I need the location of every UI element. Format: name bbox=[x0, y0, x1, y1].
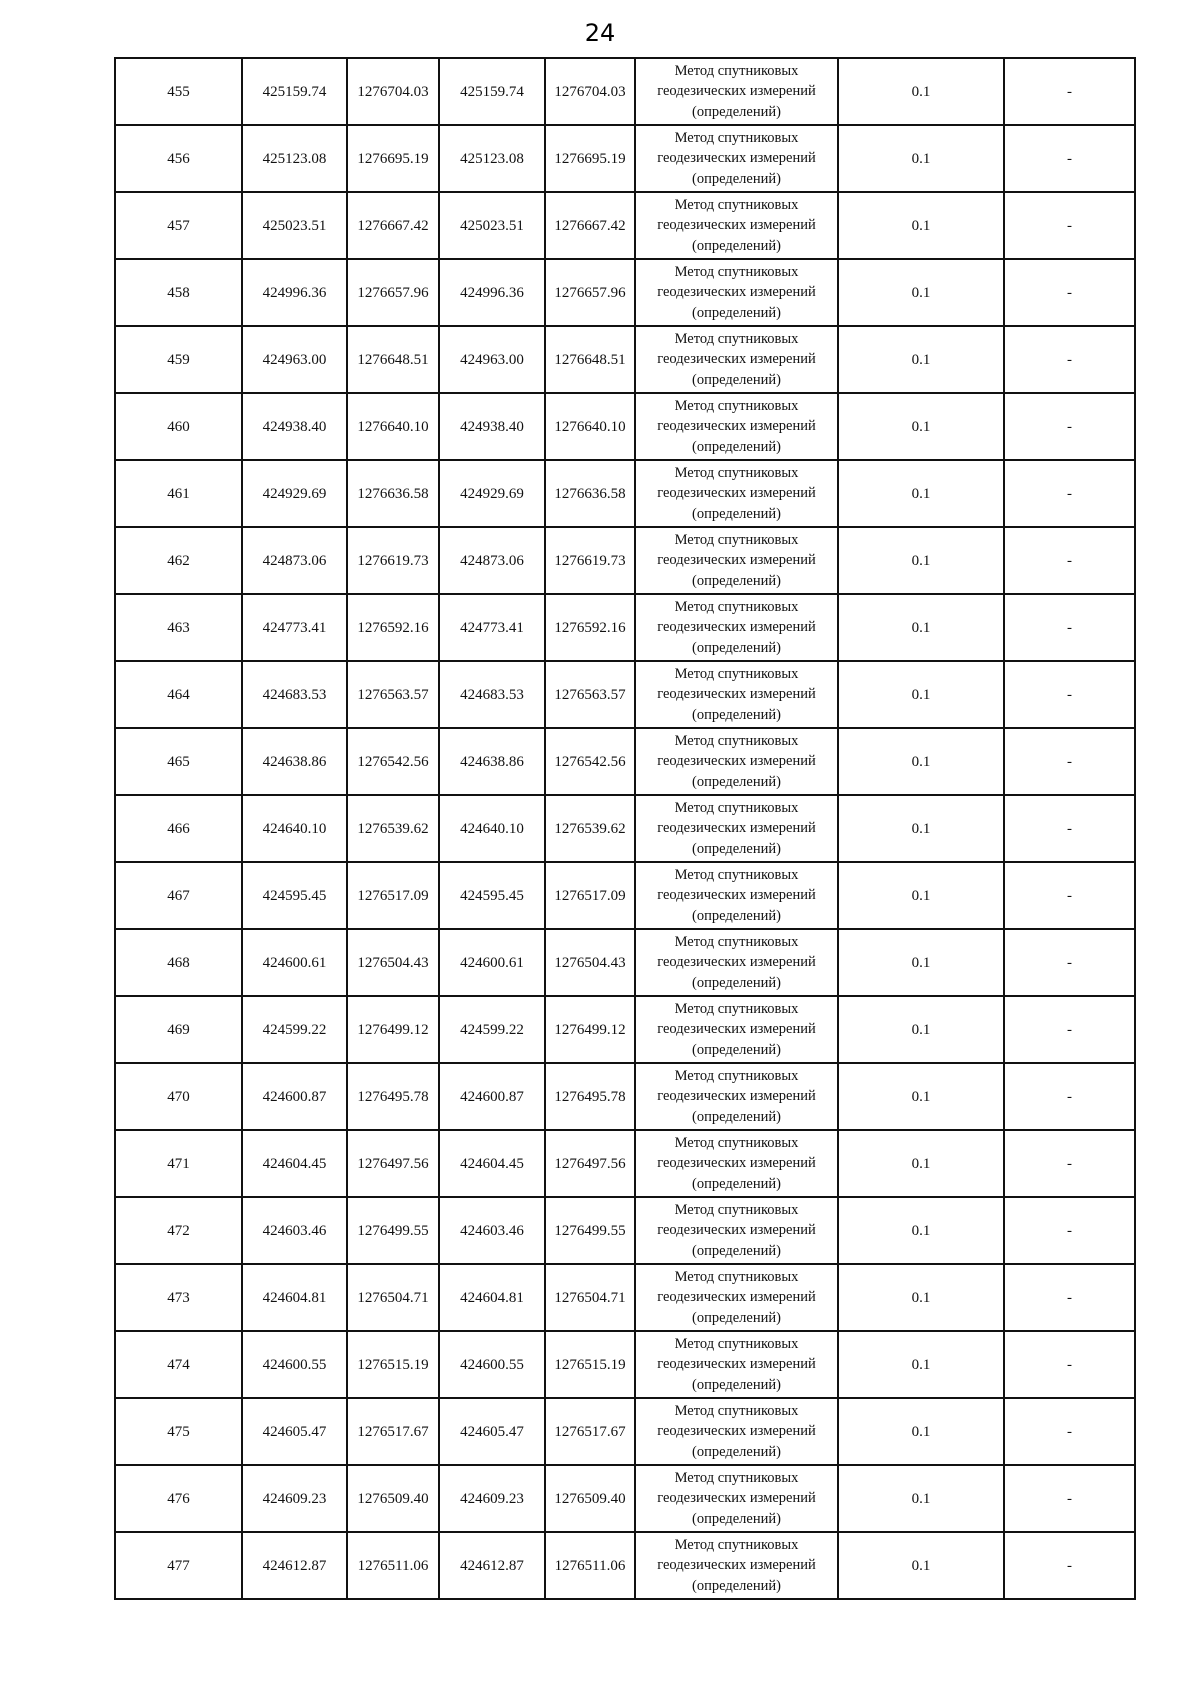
table-row bbox=[115, 1532, 1135, 1599]
y-coordinate-cell: 1276504.71 bbox=[347, 1264, 439, 1331]
x-coordinate-existing-cell: 424600.61 bbox=[439, 929, 545, 996]
accuracy-cell: 0.1 bbox=[838, 326, 1004, 393]
x-coordinate-cell: 425023.51 bbox=[242, 192, 347, 259]
x-coordinate-cell: 424604.45 bbox=[242, 1130, 347, 1197]
method-line: Метод спутниковых bbox=[674, 665, 799, 682]
method-line: геодезических измерений bbox=[657, 418, 816, 435]
y-coordinate-existing-cell: 1276497.56 bbox=[545, 1130, 635, 1197]
y-coordinate-existing-cell: 1276517.67 bbox=[545, 1398, 635, 1465]
method-line: Метод спутниковых bbox=[674, 1536, 799, 1553]
method-line: (определений) bbox=[692, 1108, 781, 1125]
table-row bbox=[115, 326, 1135, 393]
point-number-cell: 455 bbox=[115, 58, 242, 125]
y-coordinate-existing-cell: 1276542.56 bbox=[545, 728, 635, 795]
accuracy-cell: 0.1 bbox=[838, 1465, 1004, 1532]
method-line: Метод спутниковых bbox=[674, 1134, 799, 1151]
y-coordinate-cell: 1276539.62 bbox=[347, 795, 439, 862]
method-cell bbox=[635, 661, 838, 728]
table-row bbox=[115, 1197, 1135, 1264]
method-cell bbox=[635, 728, 838, 795]
method-line: Метод спутниковых bbox=[674, 397, 799, 414]
y-coordinate-existing-cell: 1276515.19 bbox=[545, 1331, 635, 1398]
method-cell bbox=[635, 326, 838, 393]
note-cell: - bbox=[1004, 259, 1135, 326]
y-coordinate-existing-cell: 1276499.55 bbox=[545, 1197, 635, 1264]
note-cell: - bbox=[1004, 661, 1135, 728]
y-coordinate-existing-cell: 1276499.12 bbox=[545, 996, 635, 1063]
method-line: геодезических измерений bbox=[657, 351, 816, 368]
accuracy-cell: 0.1 bbox=[838, 192, 1004, 259]
note-cell: - bbox=[1004, 594, 1135, 661]
point-number-cell: 475 bbox=[115, 1398, 242, 1465]
x-coordinate-existing-cell: 424938.40 bbox=[439, 393, 545, 460]
note-cell: - bbox=[1004, 1063, 1135, 1130]
x-coordinate-existing-cell: 424963.00 bbox=[439, 326, 545, 393]
x-coordinate-cell: 424600.87 bbox=[242, 1063, 347, 1130]
method-cell bbox=[635, 1264, 838, 1331]
method-line: геодезических измерений bbox=[657, 217, 816, 234]
y-coordinate-cell: 1276592.16 bbox=[347, 594, 439, 661]
x-coordinate-cell: 424603.46 bbox=[242, 1197, 347, 1264]
table-row bbox=[115, 1264, 1135, 1331]
note-cell: - bbox=[1004, 460, 1135, 527]
method-cell bbox=[635, 393, 838, 460]
y-coordinate-existing-cell: 1276563.57 bbox=[545, 661, 635, 728]
method-line: Метод спутниковых bbox=[674, 1402, 799, 1419]
method-cell bbox=[635, 527, 838, 594]
x-coordinate-existing-cell: 424604.81 bbox=[439, 1264, 545, 1331]
note-cell: - bbox=[1004, 996, 1135, 1063]
method-line: геодезических измерений bbox=[657, 1423, 816, 1440]
method-cell bbox=[635, 594, 838, 661]
method-line: геодезических измерений bbox=[657, 619, 816, 636]
x-coordinate-cell: 424640.10 bbox=[242, 795, 347, 862]
x-coordinate-existing-cell: 424595.45 bbox=[439, 862, 545, 929]
accuracy-cell: 0.1 bbox=[838, 795, 1004, 862]
point-number-cell: 459 bbox=[115, 326, 242, 393]
method-line: Метод спутниковых bbox=[674, 1000, 799, 1017]
method-line: Метод спутниковых bbox=[674, 1201, 799, 1218]
y-coordinate-existing-cell: 1276495.78 bbox=[545, 1063, 635, 1130]
table-row bbox=[115, 393, 1135, 460]
x-coordinate-cell: 424605.47 bbox=[242, 1398, 347, 1465]
point-number-cell: 463 bbox=[115, 594, 242, 661]
x-coordinate-existing-cell: 424873.06 bbox=[439, 527, 545, 594]
method-line: (определений) bbox=[692, 438, 781, 455]
method-line: геодезических измерений bbox=[657, 1356, 816, 1373]
point-number-cell: 456 bbox=[115, 125, 242, 192]
method-line: геодезических измерений bbox=[657, 1155, 816, 1172]
method-line: (определений) bbox=[692, 639, 781, 656]
table-row bbox=[115, 527, 1135, 594]
y-coordinate-existing-cell: 1276504.43 bbox=[545, 929, 635, 996]
note-cell: - bbox=[1004, 1331, 1135, 1398]
method-cell bbox=[635, 795, 838, 862]
method-cell bbox=[635, 929, 838, 996]
x-coordinate-existing-cell: 424996.36 bbox=[439, 259, 545, 326]
table-row bbox=[115, 1398, 1135, 1465]
y-coordinate-cell: 1276640.10 bbox=[347, 393, 439, 460]
point-number-cell: 471 bbox=[115, 1130, 242, 1197]
y-coordinate-cell: 1276499.12 bbox=[347, 996, 439, 1063]
method-cell bbox=[635, 58, 838, 125]
accuracy-cell: 0.1 bbox=[838, 460, 1004, 527]
x-coordinate-cell: 425123.08 bbox=[242, 125, 347, 192]
y-coordinate-cell: 1276636.58 bbox=[347, 460, 439, 527]
note-cell: - bbox=[1004, 1532, 1135, 1599]
point-number-cell: 474 bbox=[115, 1331, 242, 1398]
x-coordinate-cell: 424938.40 bbox=[242, 393, 347, 460]
method-line: Метод спутниковых bbox=[674, 1268, 799, 1285]
y-coordinate-existing-cell: 1276504.71 bbox=[545, 1264, 635, 1331]
table-row bbox=[115, 1063, 1135, 1130]
method-cell bbox=[635, 1398, 838, 1465]
point-number-cell: 457 bbox=[115, 192, 242, 259]
point-number-cell: 470 bbox=[115, 1063, 242, 1130]
accuracy-cell: 0.1 bbox=[838, 862, 1004, 929]
note-cell: - bbox=[1004, 728, 1135, 795]
method-line: геодезических измерений bbox=[657, 1222, 816, 1239]
table-row bbox=[115, 460, 1135, 527]
method-line: Метод спутниковых bbox=[674, 866, 799, 883]
method-line: (определений) bbox=[692, 572, 781, 589]
method-line: (определений) bbox=[692, 1443, 781, 1460]
accuracy-cell: 0.1 bbox=[838, 929, 1004, 996]
accuracy-cell: 0.1 bbox=[838, 1197, 1004, 1264]
method-line: Метод спутниковых bbox=[674, 1469, 799, 1486]
y-coordinate-cell: 1276667.42 bbox=[347, 192, 439, 259]
y-coordinate-cell: 1276657.96 bbox=[347, 259, 439, 326]
method-line: геодезических измерений bbox=[657, 686, 816, 703]
table-row bbox=[115, 728, 1135, 795]
method-line: (определений) bbox=[692, 1041, 781, 1058]
point-number-cell: 462 bbox=[115, 527, 242, 594]
method-line: (определений) bbox=[692, 304, 781, 321]
y-coordinate-cell: 1276563.57 bbox=[347, 661, 439, 728]
point-number-cell: 477 bbox=[115, 1532, 242, 1599]
x-coordinate-cell: 424595.45 bbox=[242, 862, 347, 929]
table-row bbox=[115, 795, 1135, 862]
point-number-cell: 467 bbox=[115, 862, 242, 929]
y-coordinate-existing-cell: 1276517.09 bbox=[545, 862, 635, 929]
method-line: (определений) bbox=[692, 974, 781, 991]
note-cell: - bbox=[1004, 1197, 1135, 1264]
point-number-cell: 466 bbox=[115, 795, 242, 862]
accuracy-cell: 0.1 bbox=[838, 1063, 1004, 1130]
method-cell bbox=[635, 1197, 838, 1264]
y-coordinate-existing-cell: 1276695.19 bbox=[545, 125, 635, 192]
y-coordinate-existing-cell: 1276657.96 bbox=[545, 259, 635, 326]
note-cell: - bbox=[1004, 58, 1135, 125]
accuracy-cell: 0.1 bbox=[838, 1532, 1004, 1599]
method-cell bbox=[635, 1331, 838, 1398]
note-cell: - bbox=[1004, 192, 1135, 259]
accuracy-cell: 0.1 bbox=[838, 393, 1004, 460]
method-cell bbox=[635, 1130, 838, 1197]
method-line: геодезических измерений bbox=[657, 954, 816, 971]
note-cell: - bbox=[1004, 393, 1135, 460]
x-coordinate-cell: 424996.36 bbox=[242, 259, 347, 326]
method-line: Метод спутниковых bbox=[674, 263, 799, 280]
x-coordinate-existing-cell: 425159.74 bbox=[439, 58, 545, 125]
method-line: геодезических измерений bbox=[657, 1021, 816, 1038]
point-number-cell: 473 bbox=[115, 1264, 242, 1331]
accuracy-cell: 0.1 bbox=[838, 594, 1004, 661]
method-line: (определений) bbox=[692, 1510, 781, 1527]
note-cell: - bbox=[1004, 862, 1135, 929]
method-line: геодезических измерений bbox=[657, 485, 816, 502]
x-coordinate-existing-cell: 424638.86 bbox=[439, 728, 545, 795]
point-number-cell: 476 bbox=[115, 1465, 242, 1532]
method-cell bbox=[635, 862, 838, 929]
method-cell bbox=[635, 460, 838, 527]
x-coordinate-existing-cell: 425123.08 bbox=[439, 125, 545, 192]
x-coordinate-existing-cell: 424599.22 bbox=[439, 996, 545, 1063]
method-line: Метод спутниковых bbox=[674, 732, 799, 749]
table-row bbox=[115, 1130, 1135, 1197]
x-coordinate-cell: 424929.69 bbox=[242, 460, 347, 527]
accuracy-cell: 0.1 bbox=[838, 1264, 1004, 1331]
method-line: Метод спутниковых bbox=[674, 1335, 799, 1352]
x-coordinate-cell: 424609.23 bbox=[242, 1465, 347, 1532]
method-cell bbox=[635, 125, 838, 192]
method-line: (определений) bbox=[692, 773, 781, 790]
x-coordinate-existing-cell: 424603.46 bbox=[439, 1197, 545, 1264]
point-number-cell: 472 bbox=[115, 1197, 242, 1264]
x-coordinate-cell: 424638.86 bbox=[242, 728, 347, 795]
y-coordinate-cell: 1276704.03 bbox=[347, 58, 439, 125]
y-coordinate-existing-cell: 1276704.03 bbox=[545, 58, 635, 125]
method-line: (определений) bbox=[692, 1242, 781, 1259]
y-coordinate-cell: 1276497.56 bbox=[347, 1130, 439, 1197]
x-coordinate-cell: 425159.74 bbox=[242, 58, 347, 125]
accuracy-cell: 0.1 bbox=[838, 1398, 1004, 1465]
method-cell bbox=[635, 1063, 838, 1130]
note-cell: - bbox=[1004, 326, 1135, 393]
accuracy-cell: 0.1 bbox=[838, 1130, 1004, 1197]
x-coordinate-cell: 424773.41 bbox=[242, 594, 347, 661]
y-coordinate-existing-cell: 1276592.16 bbox=[545, 594, 635, 661]
x-coordinate-existing-cell: 424640.10 bbox=[439, 795, 545, 862]
x-coordinate-cell: 424963.00 bbox=[242, 326, 347, 393]
y-coordinate-existing-cell: 1276667.42 bbox=[545, 192, 635, 259]
note-cell: - bbox=[1004, 125, 1135, 192]
accuracy-cell: 0.1 bbox=[838, 125, 1004, 192]
table-row bbox=[115, 862, 1135, 929]
x-coordinate-existing-cell: 424929.69 bbox=[439, 460, 545, 527]
method-line: Метод спутниковых bbox=[674, 933, 799, 950]
accuracy-cell: 0.1 bbox=[838, 58, 1004, 125]
table-body bbox=[115, 58, 1135, 1599]
method-line: (определений) bbox=[692, 1577, 781, 1594]
y-coordinate-existing-cell: 1276509.40 bbox=[545, 1465, 635, 1532]
point-number-cell: 458 bbox=[115, 259, 242, 326]
accuracy-cell: 0.1 bbox=[838, 527, 1004, 594]
method-line: геодезических измерений bbox=[657, 753, 816, 770]
page-number: 24 bbox=[584, 19, 616, 47]
x-coordinate-cell: 424600.61 bbox=[242, 929, 347, 996]
note-cell: - bbox=[1004, 527, 1135, 594]
table-row bbox=[115, 1465, 1135, 1532]
method-line: Метод спутниковых bbox=[674, 598, 799, 615]
x-coordinate-cell: 424873.06 bbox=[242, 527, 347, 594]
y-coordinate-existing-cell: 1276539.62 bbox=[545, 795, 635, 862]
method-line: геодезических измерений bbox=[657, 552, 816, 569]
table-row bbox=[115, 594, 1135, 661]
table-row bbox=[115, 996, 1135, 1063]
point-number-cell: 460 bbox=[115, 393, 242, 460]
table-row bbox=[115, 929, 1135, 996]
note-cell: - bbox=[1004, 1465, 1135, 1532]
method-line: геодезических измерений bbox=[657, 820, 816, 837]
point-number-cell: 464 bbox=[115, 661, 242, 728]
method-line: геодезических измерений bbox=[657, 1490, 816, 1507]
y-coordinate-cell: 1276517.67 bbox=[347, 1398, 439, 1465]
accuracy-cell: 0.1 bbox=[838, 728, 1004, 795]
method-line: (определений) bbox=[692, 1175, 781, 1192]
y-coordinate-cell: 1276511.06 bbox=[347, 1532, 439, 1599]
y-coordinate-existing-cell: 1276640.10 bbox=[545, 393, 635, 460]
note-cell: - bbox=[1004, 1398, 1135, 1465]
point-number-cell: 469 bbox=[115, 996, 242, 1063]
x-coordinate-existing-cell: 424600.87 bbox=[439, 1063, 545, 1130]
accuracy-cell: 0.1 bbox=[838, 661, 1004, 728]
y-coordinate-cell: 1276509.40 bbox=[347, 1465, 439, 1532]
x-coordinate-existing-cell: 424683.53 bbox=[439, 661, 545, 728]
x-coordinate-cell: 424599.22 bbox=[242, 996, 347, 1063]
y-coordinate-cell: 1276542.56 bbox=[347, 728, 439, 795]
table-row bbox=[115, 1331, 1135, 1398]
accuracy-cell: 0.1 bbox=[838, 259, 1004, 326]
method-line: (определений) bbox=[692, 1309, 781, 1326]
x-coordinate-existing-cell: 424773.41 bbox=[439, 594, 545, 661]
method-line: (определений) bbox=[692, 237, 781, 254]
note-cell: - bbox=[1004, 1264, 1135, 1331]
x-coordinate-existing-cell: 425023.51 bbox=[439, 192, 545, 259]
method-cell bbox=[635, 1465, 838, 1532]
x-coordinate-existing-cell: 424612.87 bbox=[439, 1532, 545, 1599]
x-coordinate-cell: 424600.55 bbox=[242, 1331, 347, 1398]
method-line: (определений) bbox=[692, 103, 781, 120]
y-coordinate-cell: 1276517.09 bbox=[347, 862, 439, 929]
y-coordinate-cell: 1276504.43 bbox=[347, 929, 439, 996]
method-cell bbox=[635, 996, 838, 1063]
y-coordinate-cell: 1276495.78 bbox=[347, 1063, 439, 1130]
table-row bbox=[115, 661, 1135, 728]
method-line: геодезических измерений bbox=[657, 1557, 816, 1574]
method-line: геодезических измерений bbox=[657, 887, 816, 904]
method-line: (определений) bbox=[692, 505, 781, 522]
y-coordinate-cell: 1276619.73 bbox=[347, 527, 439, 594]
y-coordinate-cell: 1276499.55 bbox=[347, 1197, 439, 1264]
point-number-cell: 461 bbox=[115, 460, 242, 527]
method-line: геодезических измерений bbox=[657, 1088, 816, 1105]
method-line: Метод спутниковых bbox=[674, 330, 799, 347]
x-coordinate-cell: 424683.53 bbox=[242, 661, 347, 728]
method-line: Метод спутниковых bbox=[674, 62, 799, 79]
table-row bbox=[115, 125, 1135, 192]
method-cell bbox=[635, 259, 838, 326]
method-line: Метод спутниковых bbox=[674, 1067, 799, 1084]
method-line: (определений) bbox=[692, 840, 781, 857]
table-row bbox=[115, 58, 1135, 125]
y-coordinate-existing-cell: 1276636.58 bbox=[545, 460, 635, 527]
method-line: (определений) bbox=[692, 1376, 781, 1393]
y-coordinate-existing-cell: 1276619.73 bbox=[545, 527, 635, 594]
accuracy-cell: 0.1 bbox=[838, 996, 1004, 1063]
note-cell: - bbox=[1004, 795, 1135, 862]
method-cell bbox=[635, 192, 838, 259]
x-coordinate-cell: 424612.87 bbox=[242, 1532, 347, 1599]
coordinates-table bbox=[114, 57, 1136, 1600]
method-line: Метод спутниковых bbox=[674, 129, 799, 146]
note-cell: - bbox=[1004, 929, 1135, 996]
method-line: (определений) bbox=[692, 706, 781, 723]
y-coordinate-cell: 1276648.51 bbox=[347, 326, 439, 393]
note-cell: - bbox=[1004, 1130, 1135, 1197]
y-coordinate-existing-cell: 1276648.51 bbox=[545, 326, 635, 393]
method-line: геодезических измерений bbox=[657, 1289, 816, 1306]
method-line: (определений) bbox=[692, 371, 781, 388]
method-cell bbox=[635, 1532, 838, 1599]
x-coordinate-existing-cell: 424600.55 bbox=[439, 1331, 545, 1398]
point-number-cell: 465 bbox=[115, 728, 242, 795]
method-line: геодезических измерений bbox=[657, 83, 816, 100]
point-number-cell: 468 bbox=[115, 929, 242, 996]
y-coordinate-cell: 1276515.19 bbox=[347, 1331, 439, 1398]
method-line: геодезических измерений bbox=[657, 150, 816, 167]
method-line: Метод спутниковых bbox=[674, 799, 799, 816]
method-line: Метод спутниковых bbox=[674, 196, 799, 213]
method-line: (определений) bbox=[692, 907, 781, 924]
x-coordinate-existing-cell: 424604.45 bbox=[439, 1130, 545, 1197]
y-coordinate-cell: 1276695.19 bbox=[347, 125, 439, 192]
x-coordinate-existing-cell: 424609.23 bbox=[439, 1465, 545, 1532]
x-coordinate-cell: 424604.81 bbox=[242, 1264, 347, 1331]
y-coordinate-existing-cell: 1276511.06 bbox=[545, 1532, 635, 1599]
method-line: (определений) bbox=[692, 170, 781, 187]
table-row bbox=[115, 259, 1135, 326]
method-line: геодезических измерений bbox=[657, 284, 816, 301]
table-row bbox=[115, 192, 1135, 259]
method-line: Метод спутниковых bbox=[674, 531, 799, 548]
x-coordinate-existing-cell: 424605.47 bbox=[439, 1398, 545, 1465]
accuracy-cell: 0.1 bbox=[838, 1331, 1004, 1398]
method-line: Метод спутниковых bbox=[674, 464, 799, 481]
